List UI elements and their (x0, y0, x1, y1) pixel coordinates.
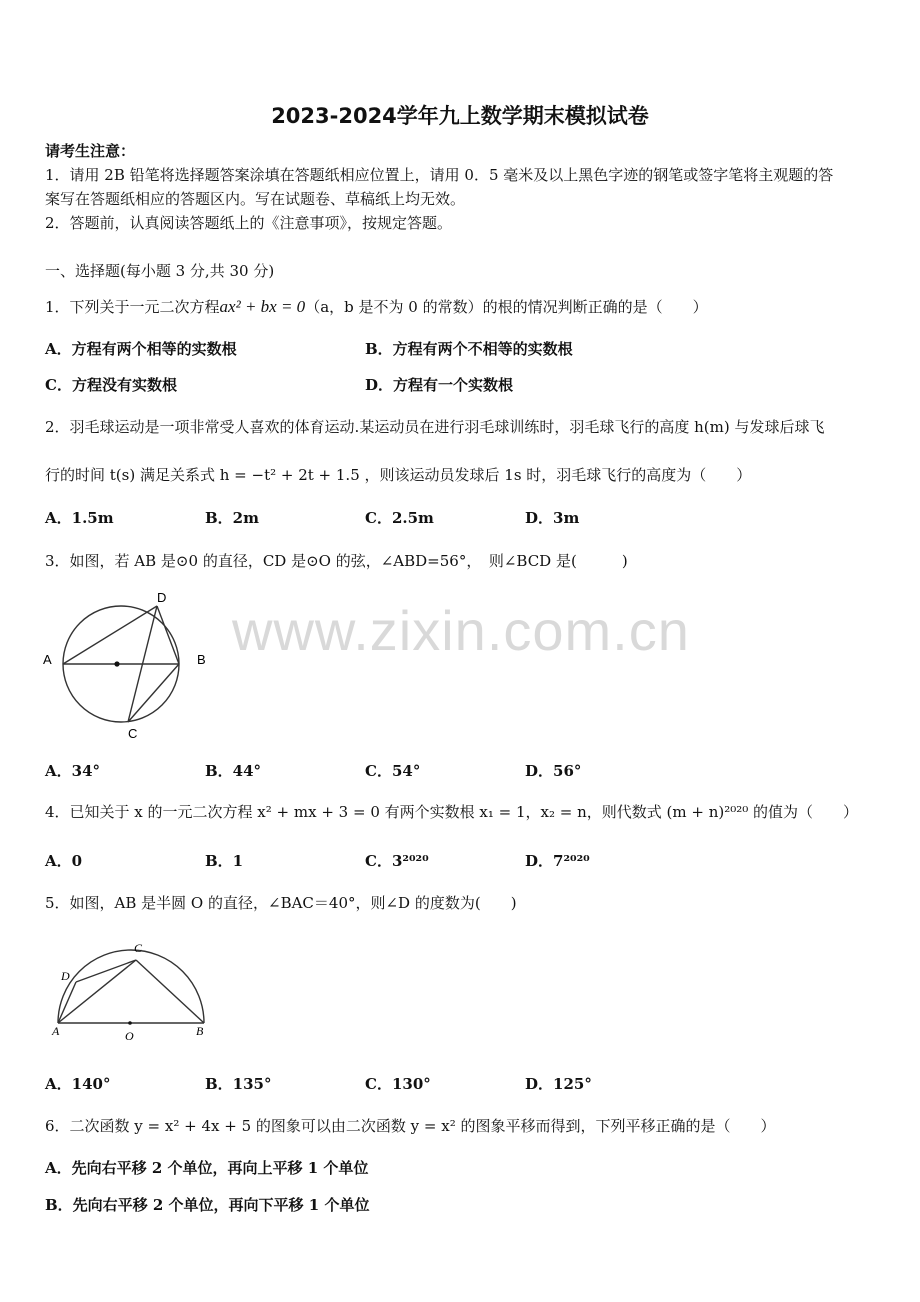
notice-line-1: 1．请用 2B 铅笔将选择题答案涂填在答题纸相应位置上，请用 0．5 毫米及以上黑色字迹的钢笔或签字笔将主观题的答 (45, 166, 834, 184)
label-c: C (134, 941, 143, 955)
q4-option-c[interactable]: C．3²⁰²⁰ (365, 852, 429, 870)
q5-option-b[interactable]: B．135° (205, 1075, 272, 1093)
q5-option-d[interactable]: D．125° (525, 1075, 592, 1093)
label-c: C (128, 726, 138, 741)
label-a: A (43, 652, 52, 667)
question-5: 5．如图，AB 是半圆 O 的直径，∠BAC＝40°，则∠D 的度数为( ) (45, 894, 517, 912)
q4-option-a[interactable]: A．0 (45, 852, 83, 870)
watermark: www.zixin.com.cn (232, 599, 690, 662)
semicircle-diagram (48, 938, 218, 1048)
circle-diagram (40, 588, 220, 748)
q1-option-d[interactable]: D．方程有一个实数根 (365, 376, 514, 394)
q3-option-c[interactable]: C．54° (365, 762, 421, 780)
label-a: A (52, 1024, 60, 1038)
section-heading: 一、选择题(每小题 3 分,共 30 分) (45, 262, 275, 280)
label-b: B (196, 1024, 204, 1038)
question-3: 3．如图，若 AB 是⊙0 的直径，CD 是⊙O 的弦，∠ABD=56°， 则∠BCD 是( ) (45, 552, 628, 570)
label-o: O (125, 1029, 134, 1043)
notice-line-2: 案写在答题纸相应的答题区内。写在试题卷、草稿纸上均无效。 (45, 190, 466, 208)
q2-option-b[interactable]: B．2m (205, 509, 259, 527)
q1-option-a[interactable]: A．方程有两个相等的实数根 (45, 340, 237, 358)
label-d: D (61, 969, 70, 983)
q3-option-a[interactable]: A．34° (45, 762, 101, 780)
question-1-formula: ax² + bx = 0 (219, 297, 306, 316)
question-2-line-2: 行的时间 t(s) 满足关系式 h = −t² + 2t + 1.5 ，则该运动员发球后 1s 时，羽毛球飞行的高度为（ ） (45, 466, 752, 484)
q3-option-b[interactable]: B．44° (205, 762, 262, 780)
q4-option-b[interactable]: B．1 (205, 852, 244, 870)
question-1-post: （a，b 是不为 0 的常数）的根的情况判断正确的是（ ） (305, 298, 708, 316)
question-6: 6．二次函数 y = x² + 4x + 5 的图象可以由二次函数 y = x² 的图象平移而得到，下列平移正确的是（ ） (45, 1117, 776, 1135)
q6-option-a[interactable]: A．先向右平移 2 个单位，再向上平移 1 个单位 (45, 1159, 369, 1177)
question-1-pre: 1．下列关于一元二次方程 (45, 298, 220, 316)
notice-line-3: 2．答题前，认真阅读答题纸上的《注意事项》，按规定答题。 (45, 214, 453, 232)
q2-option-d[interactable]: D．3m (525, 509, 580, 527)
q2-option-c[interactable]: C．2.5m (365, 509, 434, 527)
label-b: B (197, 652, 206, 667)
q6-option-b[interactable]: B．先向右平移 2 个单位，再向下平移 1 个单位 (45, 1196, 370, 1214)
q5-option-c[interactable]: C．130° (365, 1075, 431, 1093)
question-1 (45, 296, 708, 317)
q3-option-d[interactable]: D．56° (525, 762, 582, 780)
page-title: 2023-2024学年九上数学期末模拟试卷 (271, 104, 649, 128)
q1-option-c[interactable]: C．方程没有实数根 (45, 376, 177, 394)
q2-option-a[interactable]: A．1.5m (45, 509, 114, 527)
q5-option-a[interactable]: A．140° (45, 1075, 111, 1093)
question-4: 4．已知关于 x 的一元二次方程 x² + mx + 3 = 0 有两个实数根 x₁ = 1，x₂ = n，则代数式 (m + n)²⁰²⁰ 的值为（ ） (45, 803, 859, 821)
notice-heading: 请考生注意： (45, 142, 136, 160)
q1-option-b[interactable]: B．方程有两个不相等的实数根 (365, 340, 573, 358)
question-2-line-1: 2．羽毛球运动是一项非常受人喜欢的体育运动.某运动员在进行羽毛球训练时，羽毛球飞行的高度 h(m) 与发球后球飞 (45, 418, 825, 436)
label-d: D (157, 590, 167, 605)
q4-option-d[interactable]: D．7²⁰²⁰ (525, 852, 590, 870)
